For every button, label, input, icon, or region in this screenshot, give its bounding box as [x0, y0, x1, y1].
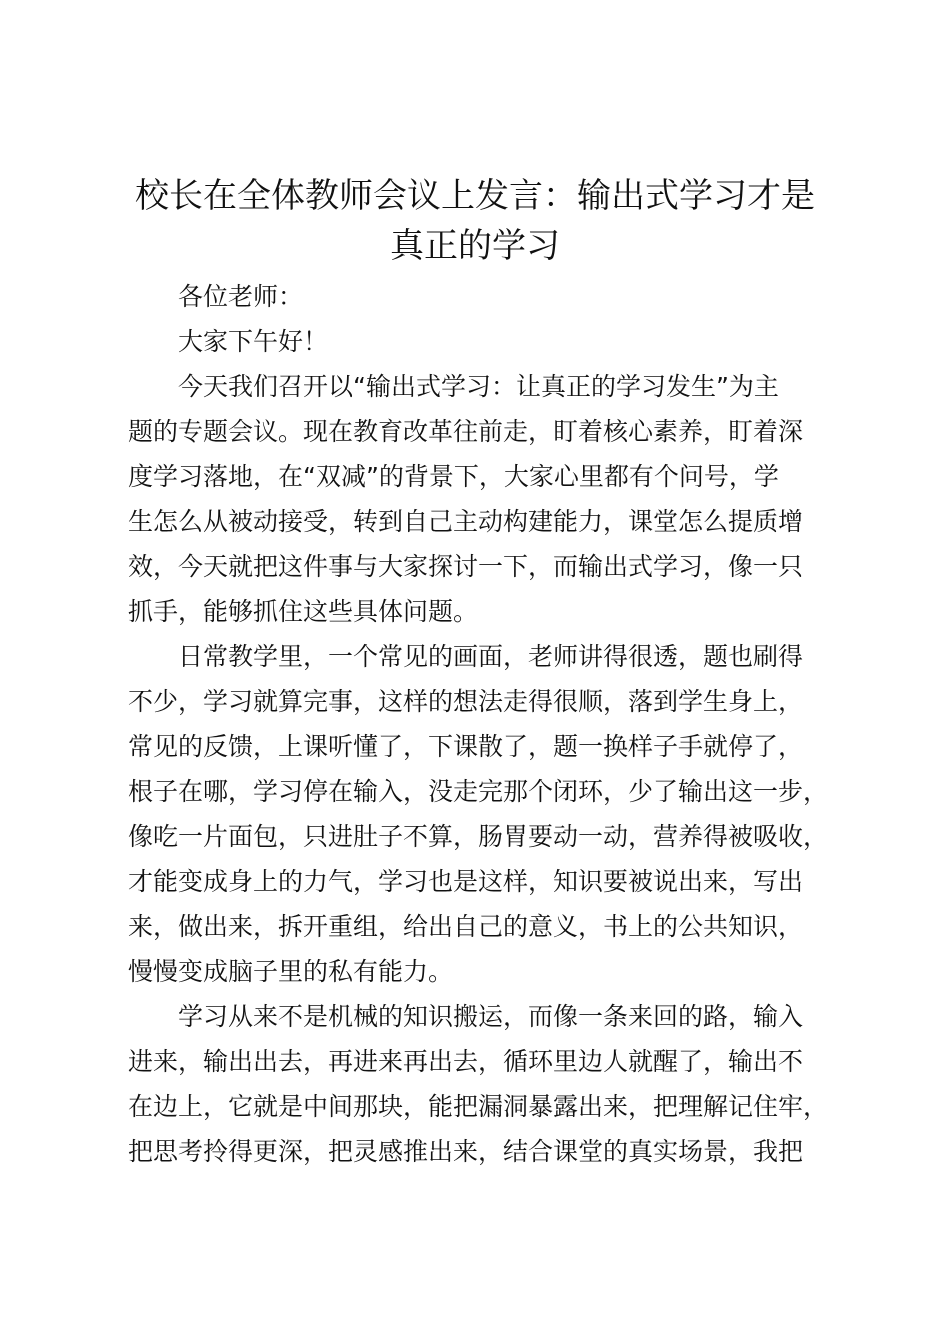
- paragraph-2-line-4: 根子在哪，学习停在输入，没走完那个闭环，少了输出这一步，: [128, 777, 829, 806]
- paragraph-2-line-7: 来，做出来，拆开重组，给出自己的意义，书上的公共知识，: [128, 912, 804, 941]
- greeting: 大家下午好！: [178, 327, 329, 356]
- paragraph-1-line-4: 生怎么从被动接受，转到自己主动构建能力，课堂怎么提质增: [128, 507, 804, 536]
- paragraph-1-line-1: 今天我们召开以“输出式学习：让真正的学习发生”为主: [178, 372, 779, 401]
- document-title-line-2: 真正的学习: [390, 226, 560, 266]
- paragraph-2-line-5: 像吃一片面包，只进肚子不算，肠胃要动一动，营养得被吸收，: [128, 822, 829, 851]
- paragraph-3-line-4: 把思考拎得更深，把灵感推出来，结合课堂的真实场景，我把: [128, 1137, 804, 1166]
- paragraph-1-line-5: 效，今天就把这件事与大家探讨一下，而输出式学习，像一只: [128, 552, 804, 581]
- paragraph-1-line-6: 抓手，能够抓住这些具体问题。: [128, 597, 479, 626]
- paragraph-2-line-1: 日常教学里，一个常见的画面，老师讲得很透，题也刷得: [178, 642, 804, 671]
- paragraph-3-line-2: 进来，输出出去，再进来再出去，循环里边人就醒了，输出不: [128, 1047, 804, 1076]
- paragraph-2-line-8: 慢慢变成脑子里的私有能力。: [128, 957, 454, 986]
- paragraph-1-line-2: 题的专题会议。现在教育改革往前走，盯着核心素养，盯着深: [128, 417, 804, 446]
- paragraph-3-line-3: 在边上，它就是中间那块，能把漏洞暴露出来，把理解记住牢，: [128, 1092, 829, 1121]
- paragraph-3-line-1: 学习从来不是机械的知识搬运，而像一条来回的路，输入: [178, 1002, 804, 1031]
- paragraph-2-line-6: 才能变成身上的力气，学习也是这样，知识要被说出来，写出: [128, 867, 804, 896]
- salutation: 各位老师：: [178, 282, 304, 311]
- paragraph-2-line-2: 不少，学习就算完事，这样的想法走得很顺，落到学生身上，: [128, 687, 804, 716]
- paragraph-1-line-3: 度学习落地，在“双减”的背景下，大家心里都有个问号，学: [128, 462, 779, 491]
- paragraph-2-line-3: 常见的反馈，上课听懂了，下课散了，题一换样子手就停了，: [128, 732, 804, 761]
- document-title-line-1: 校长在全体教师会议上发言：输出式学习才是: [135, 176, 815, 216]
